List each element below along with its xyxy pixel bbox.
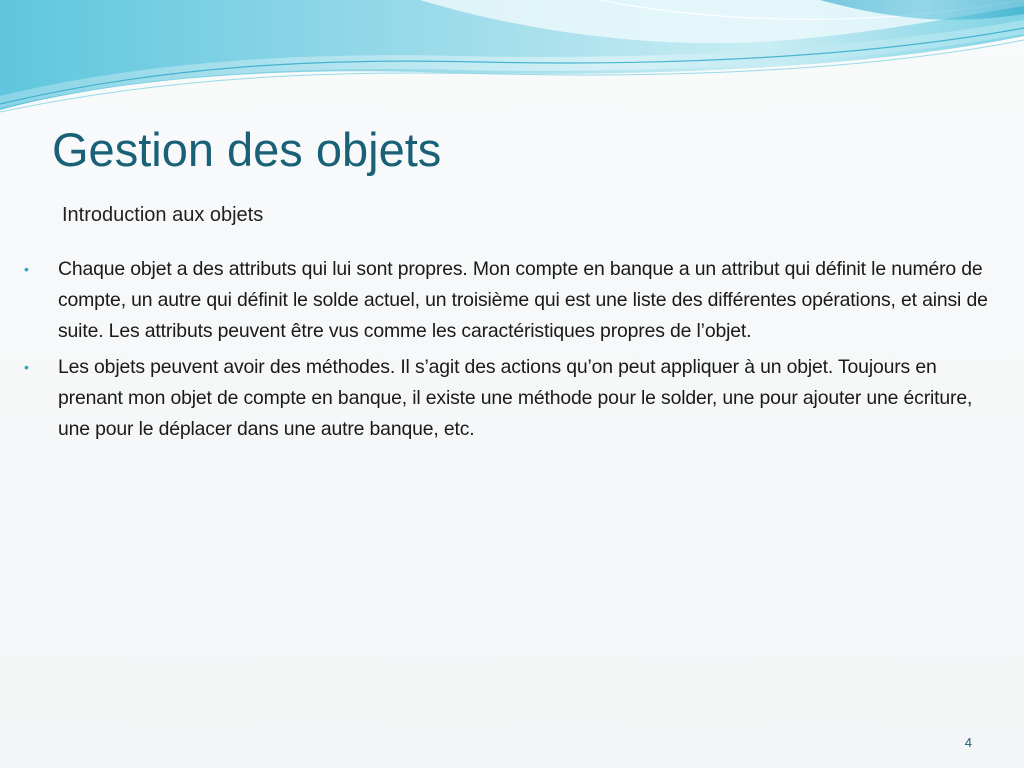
- header-wave-decoration: [0, 0, 1024, 130]
- bullet-icon: •: [24, 359, 29, 375]
- bullet-item: [24, 254, 1000, 347]
- bullet-item: [24, 352, 1000, 445]
- bullet-text: Chaque objet a des attributs qui lui sont propres. Mon compte en banque a un attribut qui définit le numéro de compte, un autre qui définit le solde actuel, un troisième qui est une liste des différentes opérations, et ainsi de suite. Les attributs peuvent être vus comme les caractéristiques propres de l’objet.: [58, 258, 988, 342]
- bullet-text: Les objets peuvent avoir des méthodes. Il s’agit des actions qu’on peut appliquer à un objet. Toujours en prenant mon objet de compte en banque, il existe une méthode pour le solder, une pour ajouter une écriture, une pour le déplacer dans une autre banque, etc.: [58, 356, 973, 440]
- bullet-icon: •: [24, 261, 29, 277]
- slide-title: Gestion des objets: [52, 123, 442, 176]
- page-number: 4: [964, 735, 972, 750]
- bullet-list: [24, 254, 1000, 450]
- slide-subtitle: Introduction aux objets: [62, 204, 264, 226]
